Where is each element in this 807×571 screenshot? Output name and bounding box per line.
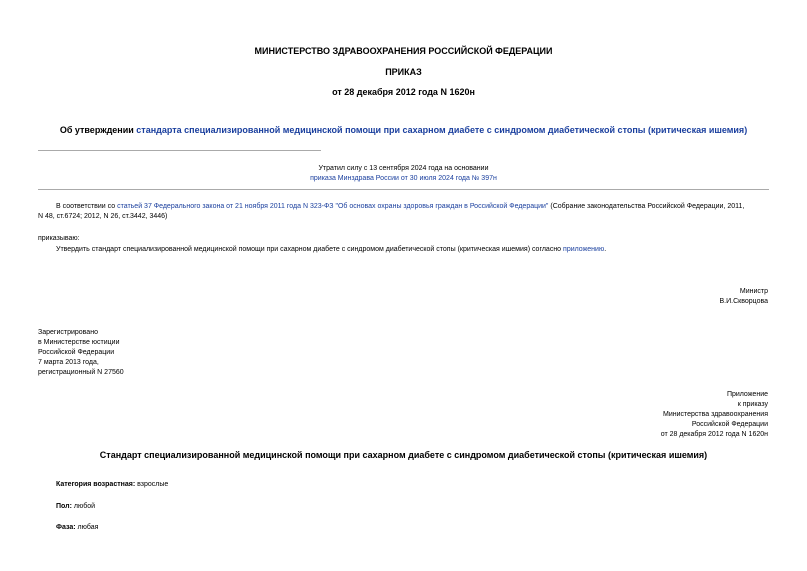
title-prefix: Об утверждении [59,125,137,135]
standard-title: Стандарт специализированной медицинской помощи при сахарном диабете с синдромом диабетической стопы (критическая ишемия) [99,450,708,460]
field-phase [56,523,98,533]
appendix-link[interactable]: приложению [563,246,605,253]
notice-top-divider [38,150,321,151]
order-date-number: от 28 декабря 2012 года N 1620н [332,87,475,97]
signature-name: В.И.Скворцова [719,298,768,305]
document-title [0,125,807,135]
registration-line: регистрационный N 27560 [38,369,124,376]
order-word: приказываю: [38,235,80,242]
preamble-line-2: N 48, ст.6724; 2012, N 26, ст.3442, 3446) [38,213,168,220]
ministry-heading: МИНИСТЕРСТВО ЗДРАВООХРАНЕНИЯ РОССИЙСКОЙ ФЕДЕРАЦИИ [254,46,553,56]
approval-paragraph [56,245,606,255]
registration-block [38,328,124,378]
preamble-line-1 [56,202,776,212]
field-value: любая [75,524,99,531]
appendix-line: от 28 декабря 2012 года N 1620н [660,431,768,438]
appendix-line: Российской Федерации [691,421,768,428]
signature-title: Министр [739,288,768,295]
field-value: любой [71,503,96,510]
registration-line: Зарегистрировано [38,329,98,336]
appendix-line: к приказу [737,401,768,408]
notice-link-line [0,174,807,184]
notice-text: Утратил силу с 13 сентября 2024 года на основании [318,165,489,172]
approval-period: . [604,246,607,253]
preamble-prefix: В соответствии со [56,203,118,210]
law-link[interactable]: статьей 37 Федерального закона от 21 ноября 2011 года N 323-ФЗ "Об основах охраны здоровья граждан в Российской Федерации" [117,203,549,210]
approval-text: Утвердить стандарт специализированной медицинской помощи при сахарном диабете с синдромом диабетической стопы (критическая ишемия) согласно [56,246,564,253]
notice-bottom-divider [38,189,769,190]
registration-line: в Министерстве юстиции [38,339,120,346]
field-age-category [56,480,168,490]
appendix-block [661,390,768,440]
appendix-line: Приложение [726,391,768,398]
preamble-suffix: (Собрание законодательства Российской Федерации, 2011, [548,203,745,210]
field-label: Фаза: [56,524,76,531]
field-value: взрослые [135,481,169,488]
appendix-line: Министерства здравоохранения [663,411,768,418]
registration-line: Российской Федерации [38,349,115,356]
registration-line: 7 марта 2013 года, [38,359,99,366]
field-label: Пол: [56,503,72,510]
field-label: Категория возрастная: [56,481,136,488]
field-sex [56,502,95,512]
notice-link[interactable]: приказа Минздрава России от 30 июля 2024 года № 397н [310,175,497,182]
order-heading: ПРИКАЗ [385,67,422,77]
title-link[interactable]: стандарта специализированной медицинской помощи при сахарном диабете с синдромом диабетической стопы (критическая ишемия) [136,125,748,135]
